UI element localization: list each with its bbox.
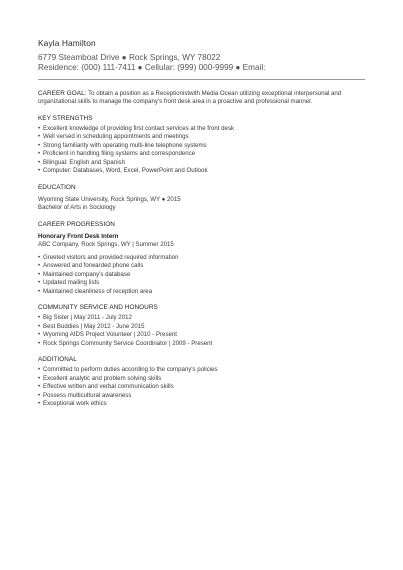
candidate-name: Kayla Hamilton bbox=[38, 38, 96, 48]
list-item: • Exceptional work ethics bbox=[38, 400, 365, 409]
additional-list bbox=[38, 366, 365, 409]
list-item: • Well versed in scheduling appointments and meetings bbox=[38, 133, 365, 142]
list-item: • Maintained cleanliness of reception area bbox=[38, 288, 365, 297]
job-duties-list bbox=[38, 254, 365, 297]
list-item: • Excellent knowledge of providing first contact services at the front desk bbox=[38, 125, 365, 134]
community-list bbox=[38, 314, 365, 348]
list-item: • Committed to perform duties according to the company's policies bbox=[38, 366, 365, 375]
list-item: • Updated mailing lists bbox=[38, 279, 365, 288]
additional-heading: ADDITIONAL bbox=[38, 356, 77, 364]
list-item: • Maintained company's database bbox=[38, 271, 365, 280]
phone-line: Residence: (000) 111-7411 ● Cellular: (999) 000-9999 ● Email: bbox=[38, 63, 266, 72]
job-meta: ABC Company, Rock Springs, WY | Summer 2015 bbox=[38, 241, 174, 249]
key-strengths-section bbox=[38, 115, 365, 176]
list-item: • Excellent analytic and problem solving skills bbox=[38, 375, 365, 384]
list-item: • Answered and forwarded phone calls bbox=[38, 262, 365, 271]
list-item: • Effective written and verbal communication skills bbox=[38, 383, 365, 392]
list-item: • Best Buddies | May 2012 - June 2015 bbox=[38, 323, 365, 332]
list-item: • Greeted visitors and provided required information bbox=[38, 254, 365, 263]
list-item: • Rock Springs Community Service Coordinator | 2009 - Present bbox=[38, 340, 365, 349]
header-divider bbox=[38, 79, 365, 80]
list-item: • Strong familiarity with operating multi-line telephone systems bbox=[38, 142, 365, 151]
list-item: • Bilingual: English and Spanish bbox=[38, 159, 365, 168]
school-line: Wyoming State University, Rock Springs, WY ● 2015 bbox=[38, 195, 181, 203]
career-progression-section bbox=[38, 221, 365, 297]
education-section bbox=[38, 184, 365, 213]
education-heading: EDUCATION bbox=[38, 183, 76, 191]
career-progression-heading: CAREER PROGRESSION bbox=[38, 220, 115, 228]
key-strengths-heading: KEY STRENGTHS bbox=[38, 114, 93, 122]
degree-line: Bachelor of Arts in Sociology bbox=[38, 204, 116, 212]
list-item: • Possess multicultural awareness bbox=[38, 392, 365, 401]
contact-block bbox=[38, 53, 365, 73]
address-line: 6779 Steamboat Drive ● Rock Springs, WY 78022 bbox=[38, 53, 221, 62]
career-goal-section bbox=[38, 90, 365, 107]
career-goal-text: To obtain a position as a Receptionistwith Media Ocean utilizing exceptional interpersonal and organizational skills to manage the company's front desk area in a proactive and professional manner. bbox=[38, 90, 342, 106]
list-item: • Proficient in handling filing systems and correspondence bbox=[38, 150, 365, 159]
list-item: • Computer: Databases, Word, Excel, PowerPoint and Outlook bbox=[38, 167, 365, 176]
community-section bbox=[38, 304, 365, 348]
additional-section bbox=[38, 356, 365, 409]
list-item: • Big Sister | May 2011 - July 2012 bbox=[38, 314, 365, 323]
community-heading: COMMUNITY SERVICE AND HONOURS bbox=[38, 304, 158, 312]
job-title: Honorary Front Desk Intern bbox=[38, 232, 119, 240]
list-item: • Wyoming AIDS Project Volunteer | 2010 - Present bbox=[38, 331, 365, 340]
key-strengths-list bbox=[38, 125, 365, 176]
career-goal-label: CAREER GOAL: bbox=[38, 90, 87, 97]
